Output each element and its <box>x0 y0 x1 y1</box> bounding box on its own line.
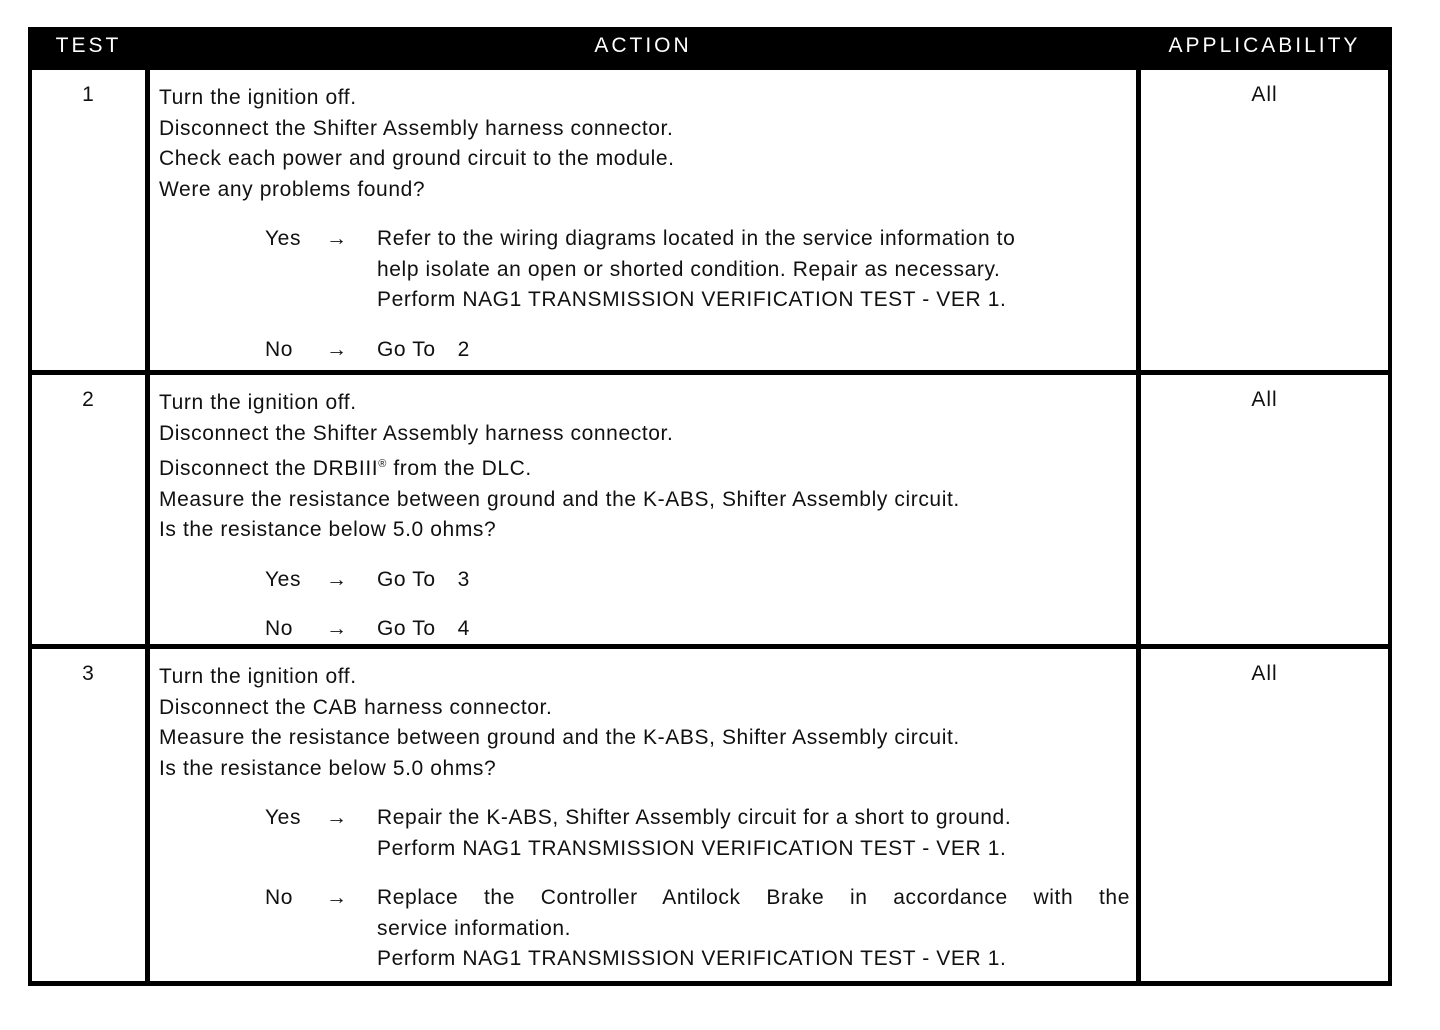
applicability-value: All <box>1251 388 1278 411</box>
step-text: from the DLC. <box>393 457 532 480</box>
yes-label: Yes <box>265 567 302 591</box>
arrow-right-icon: → <box>326 617 348 640</box>
goto-text: Go To <box>377 617 436 640</box>
applicability-cell <box>1141 375 1388 644</box>
goto-text: Go To <box>377 567 436 591</box>
step: Check each power and ground circuit to the module. <box>159 147 675 170</box>
action-line: Repair the K-ABS, Shifter Assembly circuit for a short to ground. <box>377 806 1012 829</box>
step: Disconnect the Shifter Assembly harness connector. <box>159 116 674 140</box>
test-row-2 <box>32 375 1388 644</box>
test-row-1 <box>32 70 1388 370</box>
arrow-right-icon: → <box>326 567 348 591</box>
table-header <box>28 27 1392 66</box>
test-number: 1 <box>82 83 95 106</box>
goto-text: Go To <box>377 337 436 361</box>
arrow-right-icon: → <box>326 227 348 250</box>
header-action: ACTION <box>594 34 692 57</box>
no-answer <box>150 335 1136 366</box>
yes-goto <box>377 565 1130 596</box>
applicability-value: All <box>1251 662 1278 685</box>
test-steps <box>150 375 1136 546</box>
no-answer <box>150 883 1136 975</box>
step: Turn the ignition off. <box>159 391 357 414</box>
yes-action-text <box>377 224 1130 316</box>
registered-mark: ® <box>378 458 387 470</box>
yes-answer <box>150 803 1136 864</box>
action-line: Perform NAG1 TRANSMISSION VERIFICATION TEST - VER 1. <box>377 947 1007 970</box>
action-line: help isolate an open or shorted condition. Repair as necessary. <box>377 257 1001 281</box>
step: Is the resistance below 5.0 ohms? <box>159 518 497 541</box>
action-line: Refer to the wiring diagrams located in the service information to <box>377 227 1016 250</box>
applicability-cell <box>1141 70 1388 370</box>
step-text: Disconnect the DRBIII <box>159 457 379 480</box>
step: Disconnect the CAB harness connector. <box>159 695 553 719</box>
action-cell <box>150 649 1136 981</box>
no-goto <box>377 335 1130 366</box>
arrow-right-icon: → <box>326 806 348 829</box>
test-number-cell <box>32 375 145 644</box>
step: Measure the resistance between ground and the K-ABS, Shifter Assembly circuit. <box>159 726 960 749</box>
step: Measure the resistance between ground and the K-ABS, Shifter Assembly circuit. <box>159 487 960 511</box>
arrow-right-icon: → <box>326 886 348 909</box>
action-line: Replace the Controller Antilock Brake in accordance with the <box>377 886 1130 909</box>
no-label: No <box>265 886 294 909</box>
no-label: No <box>265 617 294 640</box>
yes-label: Yes <box>265 806 302 829</box>
header-test: TEST <box>55 34 122 57</box>
step: Turn the ignition off. <box>159 86 357 109</box>
step: Turn the ignition off. <box>159 665 357 688</box>
action-line: service information. <box>377 916 572 940</box>
test-row-3 <box>32 649 1388 981</box>
goto-target: 3 <box>457 567 470 591</box>
yes-label: Yes <box>265 227 302 250</box>
step: Were any problems found? <box>159 177 426 201</box>
applicability-value: All <box>1251 83 1278 106</box>
no-answer <box>150 614 1136 645</box>
no-label: No <box>265 337 294 361</box>
goto-target: 4 <box>457 617 470 640</box>
step <box>159 449 1136 485</box>
applicability-cell <box>1141 649 1388 981</box>
action-cell <box>150 70 1136 370</box>
test-steps <box>150 649 1136 784</box>
action-line: Perform NAG1 TRANSMISSION VERIFICATION TEST - VER 1. <box>377 288 1007 311</box>
step: Is the resistance below 5.0 ohms? <box>159 756 497 780</box>
test-number: 3 <box>82 662 95 685</box>
test-steps <box>150 70 1136 205</box>
test-number: 2 <box>82 388 95 411</box>
goto-target: 2 <box>457 337 470 361</box>
step: Disconnect the Shifter Assembly harness connector. <box>159 421 674 445</box>
test-number-cell <box>32 649 145 981</box>
no-goto <box>377 614 1130 645</box>
header-applicability: APPLICABILITY <box>1168 34 1361 57</box>
yes-action-text <box>377 803 1130 864</box>
yes-answer <box>150 565 1136 596</box>
diagnostic-test-table <box>28 27 1392 986</box>
yes-answer <box>150 224 1136 316</box>
no-action-text <box>377 883 1130 975</box>
arrow-right-icon: → <box>326 337 348 361</box>
test-number-cell <box>32 70 145 370</box>
action-line: Perform NAG1 TRANSMISSION VERIFICATION TEST - VER 1. <box>377 836 1007 860</box>
action-cell <box>150 375 1136 644</box>
